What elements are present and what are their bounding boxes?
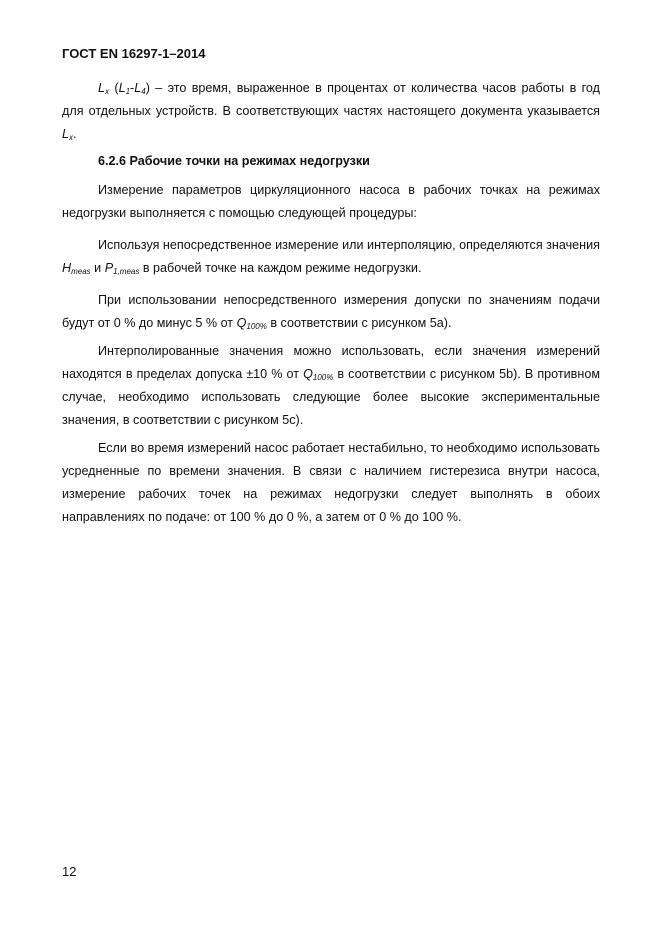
- paragraph-interpolation: Интерполированные значения можно использовать, если значения измерений находятся в пределах допуска ±10 % от $Q_{100\%}$ в соответствии с рисунком 5b). В противном случае, необходимо использовать следующие более высокие экспериментальные значения, в соответствии с рисунком 5c).: [62, 344, 600, 427]
- paragraph-lx-definition: $L_x$ $(L_1-L_4)$ – это время, выраженное в процентах от количества часов работы в год для отдельных устройств. В соответствующих частях настоящего документа указывается $L_x$.: [62, 81, 601, 142]
- section-heading: 6.2.6 Рабочие точки на режимах недогрузки: [98, 154, 370, 168]
- document-header: ГОСТ EN 16297-1–2014: [62, 46, 206, 61]
- paragraph-hysteresis: Если во время измерений насос работает нестабильно, то необходимо использовать усредненные по времени значения. В связи с наличием гистерезиса внутри насоса, измерение рабочих точек на режимах недогрузки следует выполнять в обоих направлениях по подаче: от 100 % до 0 %, а затем от 0 % до 100 %.: [62, 441, 600, 524]
- page-number: 12: [62, 864, 77, 879]
- paragraph-tolerances: При использовании непосредственного измерения допуски по значениям подачи будут от 0 % до минус 5 % от $Q_{100\%}$ в соответствии с рисунком 5a).: [62, 293, 600, 331]
- paragraph-procedure-intro: Измерение параметров циркуляционного насоса в рабочих точках на режимах недогрузки выполняется с помощью следующей процедуры:: [62, 183, 600, 220]
- paragraph-measurement: Используя непосредственное измерение или интерполяцию, определяются значения $H_{meas}$ и $P_{1,meas}$ в рабочей точке на каждом режиме недогрузки.: [62, 238, 600, 276]
